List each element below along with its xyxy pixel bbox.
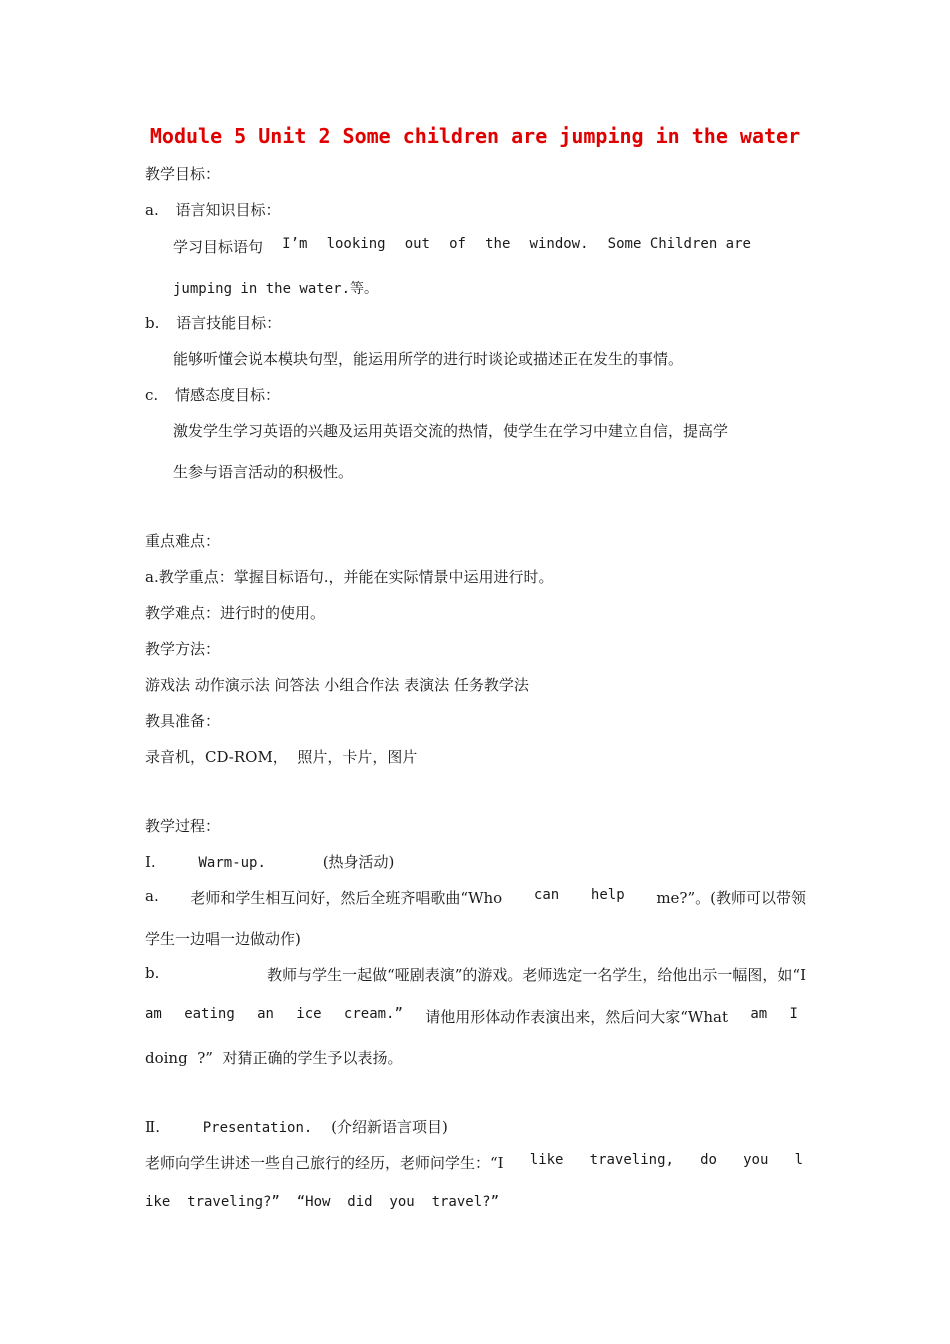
section-note: (介绍新语言项目) [331, 1118, 448, 1136]
word: traveling, [589, 1152, 674, 1168]
word: the [485, 236, 511, 252]
word: I’m [282, 236, 308, 252]
objective-b [145, 312, 281, 333]
section-1-b-line-2 [145, 1006, 798, 1027]
keypoints-heading: 重点难点： [145, 532, 221, 550]
text-segment: b. [145, 964, 160, 982]
item-label: b. [145, 314, 160, 332]
word: window. [529, 236, 589, 252]
section-2-heading [145, 1116, 448, 1137]
text-segment: a. [145, 887, 159, 905]
word: eating [184, 1006, 235, 1022]
text-segment: me?”。(教师可以带领 [656, 889, 806, 907]
objective-c [145, 384, 280, 405]
section-number: Ⅰ. [145, 853, 156, 871]
objective-a-line-1 [173, 236, 751, 257]
teaching-difficulty: 教学难点：进行时的使用。 [145, 604, 326, 622]
tools-heading: 教具准备： [145, 712, 221, 730]
section-2-line-2: ike traveling?” “How did you travel?” [145, 1194, 500, 1210]
word: out [404, 236, 430, 252]
text-segment: 教师与学生一起做“哑剧表演”的游戏。老师选定一名学生，给他出示一幅图，如“I [267, 966, 806, 984]
section-1-b-line-3: doing ?” 对猜正确的学生予以表扬。 [145, 1049, 403, 1067]
word: like [529, 1152, 564, 1168]
document-title: Module 5 Unit 2 Some children are jumping in the water [149, 124, 801, 148]
section-1-a-line-2: 学生一边唱一边做动作) [145, 930, 301, 948]
text-segment: 老师和学生相互问好，然后全班齐唱歌曲“Who [190, 889, 503, 907]
word: I [789, 1006, 798, 1022]
objective-c-title: 情感态度目标： [174, 386, 280, 404]
text-segment: can [533, 887, 560, 903]
section-2-line-1 [145, 1152, 803, 1173]
objectives-heading: 教学目标： [145, 165, 221, 183]
word: am [145, 1006, 162, 1022]
word: of [449, 236, 466, 252]
objective-c-line-1: 激发学生学习英语的兴趣及运用英语交流的热情，使学生在学习中建立自信，提高学 [173, 422, 729, 440]
section-1-b-line-1 [145, 964, 806, 985]
text-segment: help [590, 887, 625, 903]
objective-a [145, 199, 281, 220]
methods-text: 游戏法 动作演示法 问答法 小组合作法 表演法 任务教学法 [145, 676, 529, 694]
word: Some Children are [607, 236, 751, 252]
text-segment: 老师向学生讲述一些自己旅行的经历，老师问学生：“I [145, 1154, 504, 1172]
word: do [700, 1152, 717, 1168]
section-number: Ⅱ. [145, 1118, 160, 1136]
word: you [743, 1152, 769, 1168]
objective-b-title: 语言技能目标： [176, 314, 282, 332]
word: looking [326, 236, 386, 252]
process-heading: 教学过程： [145, 817, 221, 835]
objective-a-line-2: jumping in the water.等。 [173, 281, 379, 297]
word: an [257, 1006, 274, 1022]
objective-a-title: 语言知识目标： [175, 201, 281, 219]
word: 学习目标语句 [173, 238, 264, 256]
section-1-a-line-1 [145, 887, 806, 908]
section-1-heading [145, 851, 394, 872]
word: l [794, 1152, 803, 1168]
section-title: Warm-up. [198, 855, 266, 871]
word: 请他用形体动作表演出来，然后问大家“What [425, 1008, 728, 1026]
word: am [750, 1006, 768, 1022]
word: cream.” [343, 1006, 403, 1022]
teaching-focus: a.教学重点：掌握目标语句.，并能在实际情景中运用进行时。 [145, 568, 554, 586]
objective-c-line-2: 生参与语言活动的积极性。 [173, 463, 354, 481]
item-label: a. [145, 201, 159, 219]
word: ice [296, 1006, 322, 1022]
tools-text: 录音机，CD-ROM， 照片，卡片，图片 [145, 748, 418, 766]
item-label: c. [145, 386, 159, 404]
section-note: (热身活动) [322, 853, 395, 871]
objective-b-text: 能够听懂会说本模块句型，能运用所学的进行时谈论或描述正在发生的事情。 [173, 350, 684, 368]
section-title: Presentation. [202, 1120, 313, 1136]
methods-heading: 教学方法： [145, 640, 221, 658]
